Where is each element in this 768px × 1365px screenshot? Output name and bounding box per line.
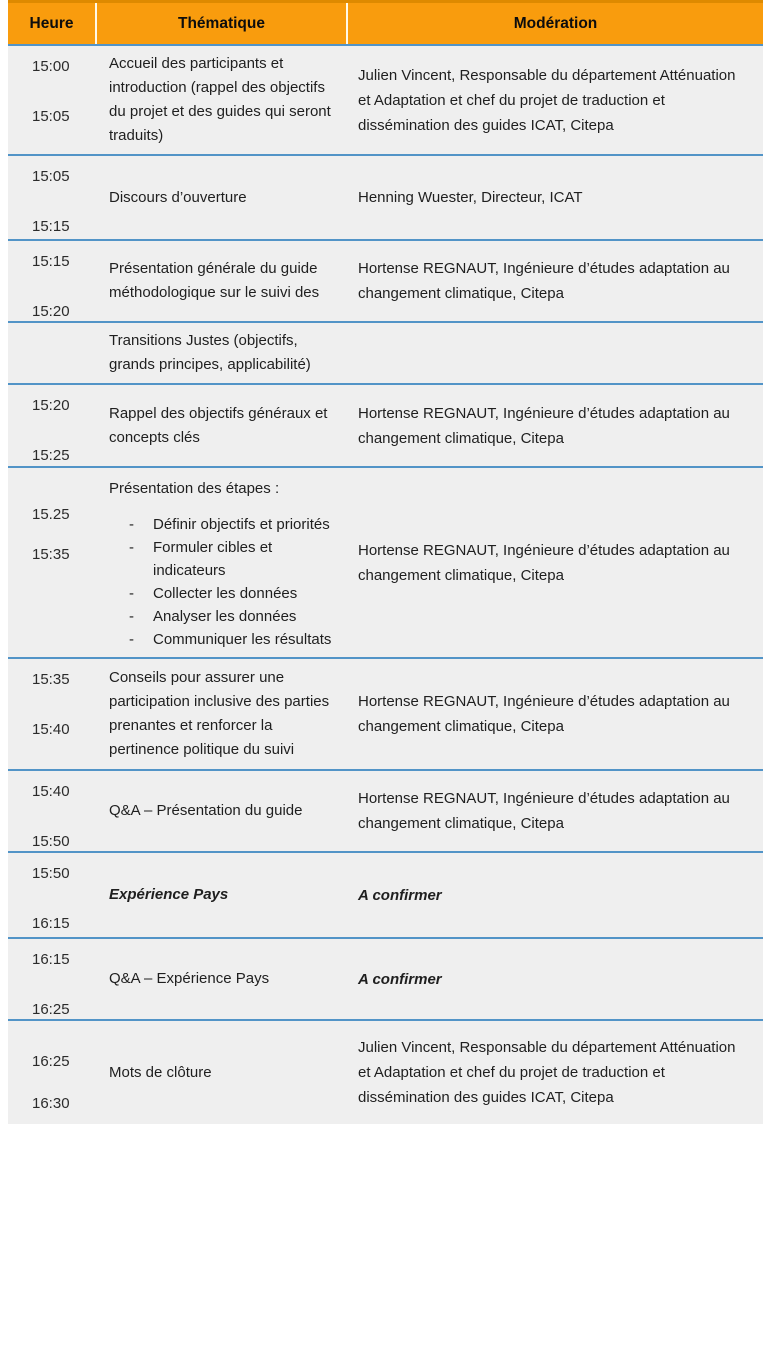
agenda-table — [8, 0, 763, 1124]
theme-intro: Présentation des étapes : — [109, 480, 280, 497]
moderation-cell — [348, 323, 763, 383]
table-row — [8, 657, 763, 769]
table-row — [8, 44, 763, 154]
bullet-text: Formuler cibles et indicateurs — [153, 539, 273, 579]
moderation-text: A confirmer — [358, 886, 442, 904]
dash-marker: - — [129, 631, 134, 648]
moderation-cell — [348, 241, 763, 321]
header-thematique: Thématique — [97, 3, 348, 44]
theme-cell — [97, 323, 348, 383]
theme-text: Expérience Pays — [109, 886, 229, 903]
theme-text: Mots de clôture — [109, 1063, 212, 1081]
time-end: 15:15 — [32, 218, 70, 235]
moderation-text: Hortense REGNAUT, Ingénieure d’études adaptation au changement climatique, Citepa — [358, 404, 730, 447]
moderation-cell — [348, 156, 763, 239]
theme-text: Conseils pour assurer une participation inclusive des parties prenantes et renforcer la pertinence politique du suivi — [109, 669, 330, 758]
theme-cell — [97, 156, 348, 239]
time-cell — [8, 385, 97, 466]
time-cell — [8, 939, 97, 1019]
theme-cell — [97, 241, 348, 321]
moderation-cell — [348, 385, 763, 466]
table-row — [8, 1019, 763, 1124]
table-row — [8, 383, 763, 466]
moderation-cell — [348, 771, 763, 851]
theme-text: Transitions Justes (objectifs, grands principes, applicabilité) — [109, 332, 311, 373]
time-end: 16:30 — [32, 1095, 70, 1112]
time-end: 15:05 — [32, 108, 70, 125]
time-cell — [8, 323, 97, 383]
time-end: 16:25 — [32, 1001, 70, 1018]
time-cell — [8, 771, 97, 851]
theme-text: Présentation générale du guide méthodologique sur le suivi des — [109, 260, 320, 301]
header-heure: Heure — [8, 3, 97, 44]
theme-bullet-item — [129, 582, 344, 605]
time-start: 15:05 — [32, 168, 70, 185]
time-cell — [8, 659, 97, 769]
theme-text: Discours d’ouverture — [109, 188, 247, 206]
theme-cell — [97, 659, 348, 769]
bullet-text: Communiquer les résultats — [153, 631, 332, 648]
time-cell — [8, 156, 97, 239]
moderation-text: Hortense REGNAUT, Ingénieure d’études adaptation au changement climatique, Citepa — [358, 260, 730, 302]
time-start: 15.25 — [32, 506, 70, 523]
time-end: 15:25 — [32, 447, 70, 464]
table-row — [8, 321, 763, 383]
theme-cell — [97, 385, 348, 466]
time-cell — [8, 853, 97, 937]
moderation-text: Julien Vincent, Responsable du département Atténuation et Adaptation et chef du projet de traduction et dissémination des guides ICAT, Citepa — [358, 1039, 736, 1106]
moderation-text: Julien Vincent, Responsable du département Atténuation et Adaptation et chef du projet de traduction et dissémination des guides ICAT, Citepa — [358, 66, 736, 134]
dash-marker: - — [129, 608, 134, 625]
table-row — [8, 769, 763, 851]
table-header-row — [8, 0, 763, 44]
time-start: 15:40 — [32, 783, 70, 800]
moderation-cell — [348, 659, 763, 769]
theme-cell — [97, 46, 348, 154]
theme-cell — [97, 771, 348, 851]
theme-text: Accueil des participants et introduction (rappel des objectifs du projet et des guides qui seront traduits) — [109, 55, 331, 144]
theme-cell — [97, 1021, 348, 1124]
time-end: 16:15 — [32, 915, 70, 932]
moderation-cell — [348, 1021, 763, 1124]
moderation-cell — [348, 853, 763, 937]
moderation-text: Hortense REGNAUT, Ingénieure d’études adaptation au changement climatique, Citepa — [358, 693, 730, 735]
moderation-text: A confirmer — [358, 970, 442, 988]
time-start: 15:20 — [32, 397, 70, 414]
theme-cell — [97, 468, 348, 657]
table-row — [8, 851, 763, 937]
table-row — [8, 466, 763, 657]
dash-marker: - — [129, 539, 134, 556]
moderation-cell — [348, 939, 763, 1019]
time-end: 15:20 — [32, 303, 70, 320]
time-end: 15:50 — [32, 833, 70, 850]
header-moderation: Modération — [513, 14, 598, 32]
time-start: 16:25 — [32, 1053, 70, 1070]
moderation-text: Henning Wuester, Directeur, ICAT — [358, 189, 583, 206]
bullet-text: Analyser les données — [153, 608, 297, 625]
time-start: 15:50 — [32, 865, 70, 882]
time-cell — [8, 1021, 97, 1124]
bullet-text: Collecter les données — [153, 585, 298, 602]
moderation-cell — [348, 46, 763, 154]
table-row — [8, 154, 763, 239]
theme-bullet-item — [129, 605, 344, 628]
time-end: 15:35 — [32, 546, 70, 563]
theme-bullet-list — [109, 513, 344, 651]
moderation-text: Hortense REGNAUT, Ingénieure d’études adaptation au changement climatique, Citepa — [358, 541, 730, 584]
theme-cell — [97, 939, 348, 1019]
time-cell — [8, 46, 97, 154]
bullet-text: Définir objectifs et priorités — [153, 516, 330, 533]
time-cell — [8, 468, 97, 657]
time-start: 15:15 — [32, 253, 70, 270]
time-start: 15:35 — [32, 671, 70, 688]
theme-text: Q&A – Présentation du guide — [109, 802, 303, 819]
time-start: 16:15 — [32, 951, 70, 968]
table-row — [8, 937, 763, 1019]
time-end: 15:40 — [32, 721, 70, 738]
theme-cell — [97, 853, 348, 937]
moderation-text: Hortense REGNAUT, Ingénieure d’études adaptation au changement climatique, Citepa — [358, 790, 730, 832]
theme-bullet-item — [129, 513, 344, 536]
time-start: 15:00 — [32, 58, 70, 75]
moderation-cell — [348, 468, 763, 657]
theme-text: Rappel des objectifs généraux et concepts clés — [109, 404, 328, 446]
dash-marker: - — [129, 516, 134, 533]
time-cell — [8, 241, 97, 321]
theme-text: Q&A – Expérience Pays — [109, 970, 270, 987]
dash-marker: - — [129, 585, 134, 602]
theme-bullet-item — [129, 536, 344, 582]
table-row — [8, 239, 763, 321]
theme-bullet-item — [129, 628, 344, 651]
